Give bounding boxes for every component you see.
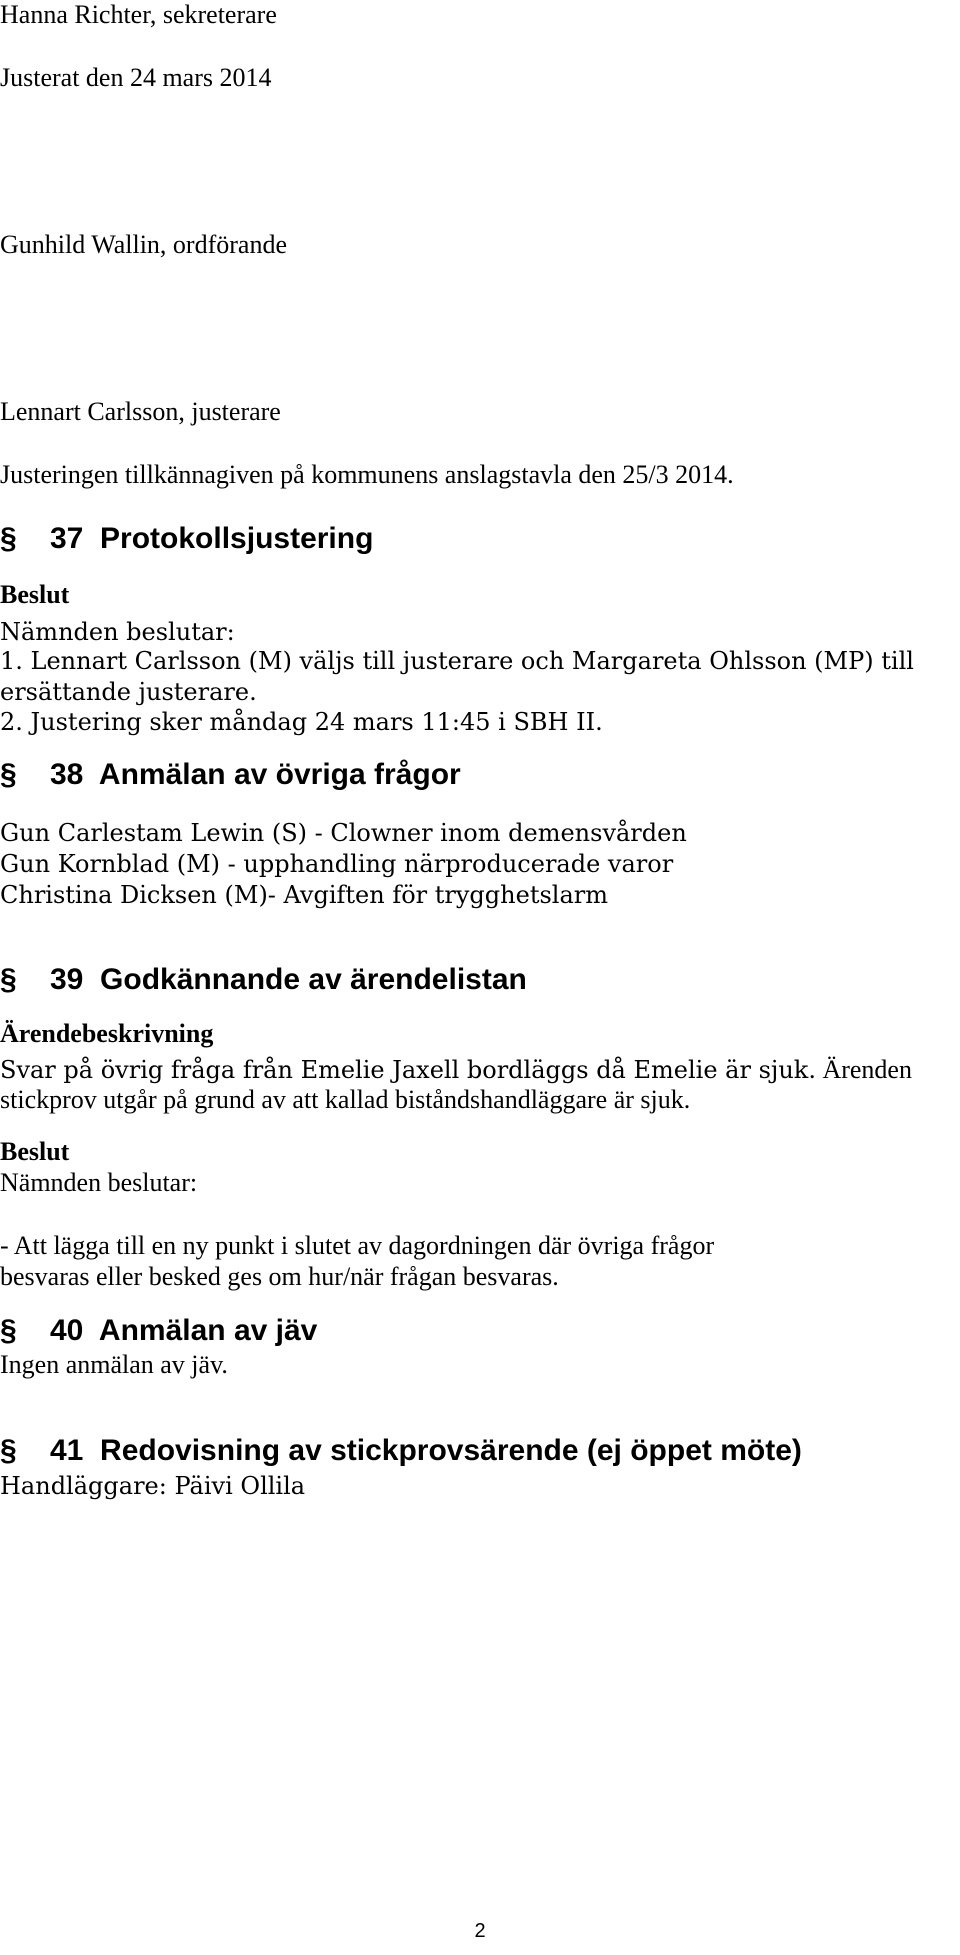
section-39-heading xyxy=(0,960,527,1000)
section-37-item-1-line-2: ersättande justerare. xyxy=(0,678,257,706)
paragraph-sign-icon: § xyxy=(0,1314,17,1347)
section-39-decision-line-1: - Att lägga till en ny punkt i slutet av dagordningen där övriga frågor xyxy=(0,1231,715,1260)
secretary-signature: Hanna Richter, sekreterare xyxy=(0,0,277,29)
section-41-title: 41 Redovisning av stickprovsärende (ej öppet möte) xyxy=(50,1434,802,1467)
page-number: 2 xyxy=(474,1920,486,1942)
section-40-text: Ingen anmälan av jäv. xyxy=(0,1350,228,1379)
section-37-heading xyxy=(0,519,373,559)
paragraph-sign-icon: § xyxy=(0,758,17,791)
section-39-description-label: Ärendebeskrivning xyxy=(0,1019,214,1048)
section-37-item-2: 2. Justering sker måndag 24 mars 11:45 i SBH II. xyxy=(0,708,603,736)
adjusted-date: Justerat den 24 mars 2014 xyxy=(0,63,272,92)
section-39-description-line-1b: Ärenden xyxy=(815,1055,912,1084)
adjuster-signature: Lennart Carlsson, justerare xyxy=(0,397,281,426)
section-39-title: 39 Godkännande av ärendelistan xyxy=(50,963,527,996)
paragraph-sign-icon: § xyxy=(0,522,17,555)
section-40-title: 40 Anmälan av jäv xyxy=(50,1314,318,1347)
section-40-heading xyxy=(0,1311,317,1351)
section-41-heading xyxy=(0,1431,802,1471)
section-39-description-line-2: stickprov utgår på grund av att kallad biståndshandläggare är sjuk. xyxy=(0,1085,691,1114)
section-37-title: 37 Protokollsjustering xyxy=(50,522,374,555)
section-38-question-3: Christina Dicksen (M)- Avgiften för trygghetslarm xyxy=(0,881,608,909)
chair-signature: Gunhild Wallin, ordförande xyxy=(0,230,287,259)
section-38-heading xyxy=(0,755,461,795)
section-37-intro: Nämnden beslutar: xyxy=(0,618,235,646)
paragraph-sign-icon: § xyxy=(0,963,17,996)
announcement-text: Justeringen tillkännagiven på kommunens anslagstavla den 25/3 2014. xyxy=(0,460,734,489)
section-39-description-line-1a: Svar på övrig fråga från Emelie Jaxell bordläggs då Emelie är sjuk. xyxy=(0,1056,816,1084)
section-39-decision-line-2: besvaras eller besked ges om hur/när frågan besvaras. xyxy=(0,1262,559,1291)
section-39-intro: Nämnden beslutar: xyxy=(0,1168,198,1197)
section-37-beslut-label: Beslut xyxy=(0,580,70,609)
section-38-question-2: Gun Kornblad (M) - upphandling närproducerade varor xyxy=(0,850,674,878)
paragraph-sign-icon: § xyxy=(0,1434,17,1467)
section-37-item-1-line-1: 1. Lennart Carlsson (M) väljs till justerare och Margareta Ohlsson (MP) till xyxy=(0,647,914,675)
section-38-title: 38 Anmälan av övriga frågor xyxy=(50,758,461,791)
section-38-question-1: Gun Carlestam Lewin (S) - Clowner inom demensvården xyxy=(0,819,687,847)
section-39-beslut-label: Beslut xyxy=(0,1137,70,1166)
section-41-handler: Handläggare: Päivi Ollila xyxy=(0,1472,306,1500)
